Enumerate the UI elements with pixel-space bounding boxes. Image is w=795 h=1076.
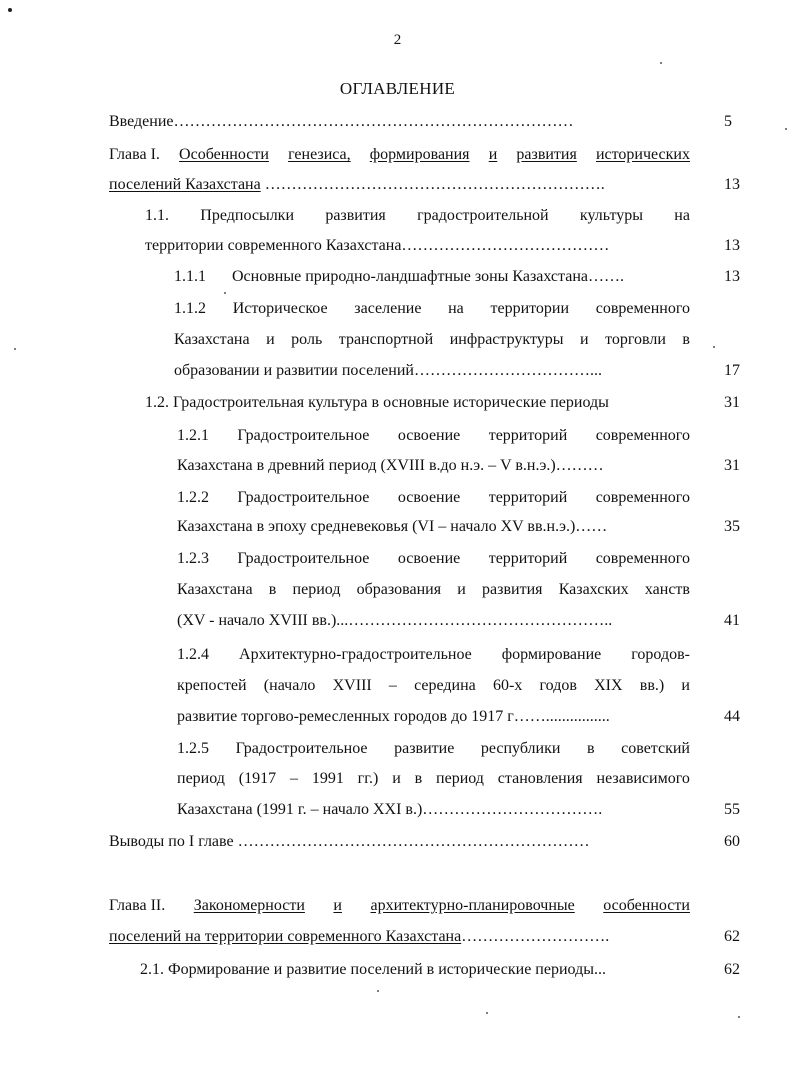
word: и [579, 331, 589, 348]
word: Историческое [232, 300, 328, 317]
toc-entry-1-1-1[interactable] [174, 267, 624, 287]
page-ref-1-2-2: 35 [724, 518, 740, 535]
page-ref-1-1: 13 [724, 237, 740, 254]
chapter1-word: формирования [369, 146, 470, 163]
toc-entry-1-2-3-line2[interactable] [177, 580, 690, 600]
word: развития [325, 207, 386, 224]
page-number: 2 [393, 32, 402, 48]
section-number: 1.1.1 [174, 268, 206, 285]
word: (1917 [238, 770, 277, 787]
toc-entry-1-2-1-line2[interactable]: Казахстана в древний период (XVIII в.до н.э. – V в.н.э.)……… [177, 457, 604, 474]
word: Казахстана [174, 331, 250, 348]
scan-speck [14, 348, 16, 350]
word: 1.2.5 [177, 740, 209, 757]
word: в [414, 770, 423, 787]
toc-entry-1-1-line2[interactable]: территории современного Казахстана………………………………… [145, 237, 610, 254]
scan-speck [8, 8, 12, 12]
word: территорий [488, 489, 568, 506]
chapter2-word: и [333, 897, 342, 914]
chapter1-word: исторических [595, 146, 690, 163]
word: и [266, 331, 275, 348]
word: 1.1. [145, 207, 169, 224]
word: в [682, 331, 690, 348]
word: и [681, 677, 690, 694]
word: 1.2.1 [177, 427, 209, 444]
word: Предпосылки [200, 207, 295, 224]
word: заселение [354, 300, 422, 317]
word: в [268, 581, 277, 598]
toc-entry-conclusions-1[interactable]: Выводы по I главе ………………………………………………………… [109, 833, 590, 850]
word: торговли [605, 331, 666, 348]
word: 1.2.3 [177, 550, 209, 567]
word: вв.) [639, 677, 665, 694]
word: территории [490, 300, 570, 317]
chapter1-heading-line2[interactable] [109, 175, 605, 195]
toc-entry-1-2-5-line1[interactable] [177, 739, 690, 759]
word: современного [595, 489, 690, 506]
page-ref-chapter1: 13 [724, 176, 740, 193]
chapter2-heading-end: поселений на территории современного Казахстана [109, 928, 462, 945]
toc-entry-1-2-5-line2[interactable] [177, 769, 690, 789]
word: XVIII [332, 677, 372, 694]
word: 1.2.4 [177, 646, 209, 663]
word: освоение [397, 427, 461, 444]
chapter2-heading-line1[interactable] [109, 896, 690, 916]
toc-entry-1-1-2-line2[interactable] [174, 330, 690, 350]
word: Казахских [558, 581, 629, 598]
chapter2-heading-line2[interactable] [109, 927, 609, 947]
chapter2-word: особенности [603, 897, 690, 914]
word: республики [480, 740, 561, 757]
word: XIX [594, 677, 623, 694]
scan-speck [713, 346, 715, 348]
word: роль [291, 331, 323, 348]
word: территорий [488, 427, 568, 444]
chapter2-word: Закономерности [193, 897, 305, 914]
word: советский [621, 740, 690, 757]
toc-title: ОГЛАВЛЕНИЕ [339, 79, 456, 98]
word: в [587, 740, 595, 757]
toc-entry-1-2[interactable]: 1.2. Градостроительная культура в основные исторические периоды [145, 394, 609, 411]
toc-entry-1-1-2-line1[interactable] [174, 299, 690, 319]
section-text: Основные природно-ландшафтные зоны Казахстана……. [232, 268, 624, 285]
word: период [292, 581, 341, 598]
scan-speck [738, 1016, 740, 1018]
word: современного [595, 300, 690, 317]
word: независимого [596, 770, 690, 787]
word: Градостроительное [237, 489, 370, 506]
word: и [457, 581, 466, 598]
word: развития [482, 581, 543, 598]
word: период [177, 770, 225, 787]
chapter2-word: архитектурно-планировочные [370, 897, 575, 914]
chapter1-heading-line1[interactable] [109, 145, 690, 165]
word: формирование [501, 646, 602, 663]
word: освоение [397, 489, 461, 506]
chapter2-label: Глава II. [109, 897, 166, 914]
word: – [388, 677, 397, 694]
page-ref-1-2-3: 41 [724, 612, 740, 629]
chapter1-dots: ………………………………………………………. [260, 176, 605, 193]
word: 1.1.2 [174, 300, 206, 317]
toc-entry-1-2-4-line3[interactable]: развитие торгово-ремесленных городов до 1917 г……................ [177, 708, 610, 725]
toc-entry-1-2-4-line2[interactable] [177, 676, 690, 696]
toc-entry-1-1-line1[interactable] [145, 206, 690, 226]
page-ref-1-2-4: 44 [724, 708, 740, 725]
toc-entry-intro[interactable]: Введение………………………………………………………………… [109, 113, 574, 130]
toc-entry-1-2-4-line1[interactable] [177, 645, 690, 665]
word: инфраструктуры [449, 331, 564, 348]
chapter1-word: Особенности [179, 146, 269, 163]
page-ref-intro: 5 [724, 113, 732, 130]
toc-entry-2-1[interactable]: 2.1. Формирование и развитие поселений в исторические периоды... [140, 961, 606, 978]
chapter1-label: Глава I. [109, 146, 160, 163]
word: 1991 [311, 770, 344, 787]
chapter1-word: развития [516, 146, 577, 163]
page-ref-1-2-5: 55 [724, 801, 740, 818]
scan-speck [660, 62, 662, 64]
page-ref-conclusions-1: 60 [724, 833, 740, 850]
toc-entry-1-2-3-line1[interactable] [177, 549, 690, 569]
word: территорий [488, 550, 568, 567]
word: ханств [644, 581, 690, 598]
word: на [448, 300, 464, 317]
word: – [289, 770, 298, 787]
page-ref-1-1-2: 17 [724, 362, 740, 379]
page-ref-2-1: 62 [724, 961, 740, 978]
chapter2-dots: ………………………. [461, 928, 610, 945]
word: гг.) [357, 770, 379, 787]
chapter1-word: и [488, 146, 498, 163]
word: Градостроительное [235, 740, 368, 757]
word: современного [595, 550, 690, 567]
page-ref-1-2: 31 [724, 394, 740, 411]
word: Градостроительное [237, 427, 370, 444]
chapter1-heading-end: поселений Казахстана [109, 176, 261, 193]
toc-entry-1-1-2-line3[interactable]: образовании и развитии поселений……………………………... [174, 362, 602, 379]
toc-entry-1-2-1-line1[interactable] [177, 426, 690, 446]
word: городов- [631, 646, 690, 663]
chapter1-word: генезиса, [288, 146, 351, 163]
word: образования [356, 581, 442, 598]
word: становления [497, 770, 583, 787]
word: развитие [394, 740, 455, 757]
word: транспортной [338, 331, 434, 348]
word: середина [414, 677, 476, 694]
page-ref-1-1-1: 13 [724, 268, 740, 285]
word: современного [595, 427, 690, 444]
word: культуры [579, 207, 643, 224]
word: (начало [263, 677, 316, 694]
scan-speck [486, 1012, 488, 1014]
toc-entry-1-2-5-line3[interactable]: Казахстана (1991 г. – начало XXI в.)……………………………. [177, 801, 603, 818]
word: Градостроительное [237, 550, 370, 567]
word: Казахстана [177, 581, 253, 598]
word: градостроительной [417, 207, 549, 224]
scan-speck [224, 292, 226, 294]
word: и [392, 770, 401, 787]
toc-entry-1-2-3-line3[interactable]: (XV - начало XVIII вв.)...………………………………………….. [177, 612, 613, 629]
word: на [674, 207, 690, 224]
word: крепостей [177, 677, 247, 694]
toc-entry-1-2-2-line1[interactable] [177, 488, 690, 508]
word: освоение [397, 550, 461, 567]
word: годов [539, 677, 577, 694]
scan-speck [785, 128, 787, 130]
page-ref-1-2-1: 31 [724, 457, 740, 474]
scan-speck [377, 990, 379, 992]
word: 60-х [492, 677, 523, 694]
page-ref-chapter2: 62 [724, 928, 740, 945]
word: Архитектурно-градостроительное [239, 646, 472, 663]
toc-entry-1-2-2-line2[interactable]: Казахстана в эпоху средневековья (VI – начало XV вв.н.э.)…… [177, 518, 608, 535]
word: период [436, 770, 484, 787]
word: 1.2.2 [177, 489, 209, 506]
